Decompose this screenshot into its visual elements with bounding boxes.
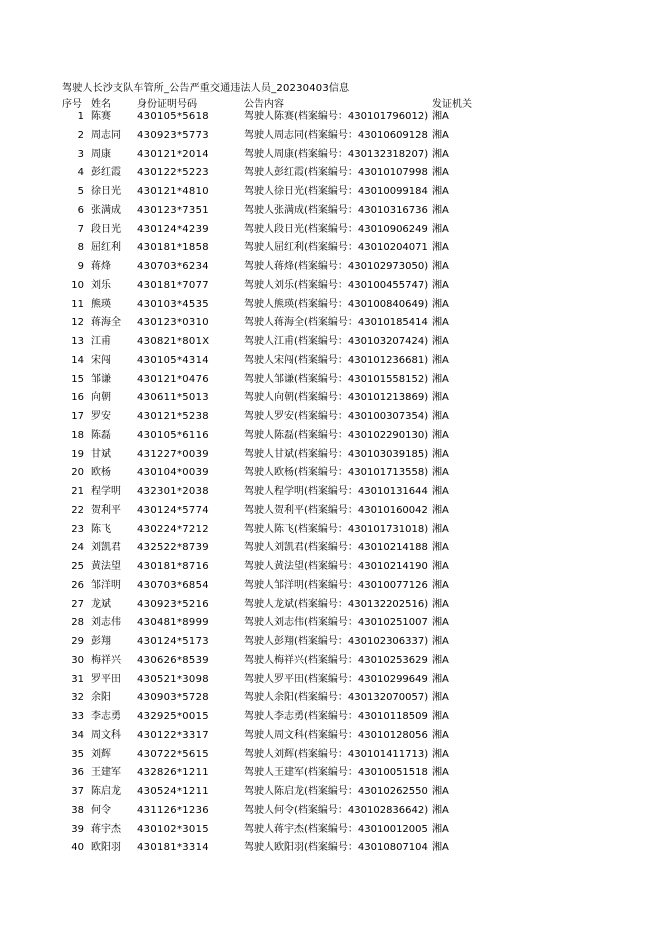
driver-name: 彭红霞 [91, 167, 121, 179]
notice-content: 驾驶人陈飞(档案编号：430101731018) [244, 523, 429, 535]
id-number: 430481*8999 [137, 617, 209, 629]
notice-content: 驾驶人刘凯君(档案编号：43010214188 [244, 542, 428, 554]
notice-content: 驾驶人梅祥兴(档案编号：43010253629 [244, 654, 428, 666]
id-number: 430521*3098 [137, 673, 209, 685]
notice-content: 驾驶人向朝(档案编号：430101213869) [244, 392, 429, 404]
id-number: 430123*7351 [137, 204, 209, 216]
table-row [0, 654, 662, 673]
issuing-authority: 湘A [432, 523, 449, 535]
issuing-authority: 湘A [432, 617, 449, 629]
driver-name: 邹谦 [91, 373, 111, 385]
issuing-authority: 湘A [432, 542, 449, 554]
notice-content: 驾驶人邹洋明(档案编号：43010077126 [244, 579, 428, 591]
driver-name: 欧杨 [91, 467, 111, 479]
driver-name: 向朝 [91, 392, 111, 404]
table-row [0, 204, 662, 223]
driver-name: 王建军 [91, 767, 121, 779]
id-number: 430124*5774 [137, 504, 209, 516]
notice-content: 驾驶人邹谦(档案编号：430101558152) [244, 373, 429, 385]
notice-content: 驾驶人刘辉(档案编号：430101411713) [244, 748, 429, 760]
id-number: 430626*8539 [137, 654, 209, 666]
table-row [0, 598, 662, 617]
row-number: 3 [77, 148, 84, 160]
row-number: 15 [71, 373, 84, 385]
id-number: 431126*1236 [137, 804, 209, 816]
id-number: 430722*5615 [137, 748, 209, 760]
driver-name: 屈红利 [91, 242, 121, 254]
driver-name: 贺利平 [91, 504, 121, 516]
row-number: 25 [71, 561, 84, 572]
notice-content: 驾驶人何令(档案编号：430102836642) [244, 804, 429, 816]
driver-name: 周文科 [91, 729, 121, 741]
table-row [0, 710, 662, 729]
issuing-authority: 湘A [432, 411, 449, 422]
issuing-authority: 湘A [432, 673, 449, 685]
notice-content: 驾驶人徐日光(档案编号：43010099184 [244, 186, 428, 197]
row-number: 30 [71, 654, 84, 666]
row-number: 22 [71, 504, 84, 516]
issuing-authority: 湘A [432, 167, 449, 179]
id-number: 432522*8739 [137, 542, 209, 554]
table-row [0, 410, 662, 429]
issuing-authority: 湘A [432, 298, 449, 310]
notice-content: 驾驶人彭翔(档案编号：430102306337) [244, 636, 429, 647]
table-row [0, 841, 662, 860]
notice-content: 驾驶人屈红利(档案编号：43010204071 [244, 242, 428, 254]
row-number: 16 [71, 392, 84, 404]
row-number: 29 [71, 636, 84, 647]
header-org: 发证机关 [432, 99, 472, 110]
driver-name: 刘辉 [91, 748, 111, 760]
row-number: 37 [71, 786, 84, 797]
id-number: 430121*5238 [137, 411, 209, 422]
driver-name: 段日光 [91, 223, 121, 235]
table-row [0, 691, 662, 710]
issuing-authority: 湘A [432, 204, 449, 216]
id-number: 432925*0015 [137, 711, 209, 722]
row-number: 21 [71, 486, 84, 497]
table-row [0, 335, 662, 354]
driver-name: 黄法望 [91, 561, 121, 572]
notice-content: 驾驶人熊瑛(档案编号：430100840649) [244, 298, 429, 310]
row-number: 33 [71, 711, 84, 722]
driver-name: 李志勇 [91, 711, 121, 722]
issuing-authority: 湘A [432, 579, 449, 591]
issuing-authority: 湘A [432, 111, 449, 122]
table-row [0, 429, 662, 448]
issuing-authority: 湘A [432, 804, 449, 816]
issuing-authority: 湘A [432, 392, 449, 404]
issuing-authority: 湘A [432, 354, 449, 366]
table-row [0, 823, 662, 842]
driver-name: 刘凯君 [91, 542, 121, 554]
id-number: 430105*6116 [137, 429, 209, 441]
table-row [0, 148, 662, 167]
notice-content: 驾驶人周文科(档案编号：43010128056 [244, 729, 428, 741]
id-number: 431227*0039 [137, 448, 209, 460]
issuing-authority: 湘A [432, 598, 449, 610]
issuing-authority: 湘A [432, 186, 449, 197]
driver-name: 蒋宇杰 [91, 823, 121, 835]
id-number: 430524*1211 [137, 786, 209, 797]
notice-content: 驾驶人张满成(档案编号：43010316736 [244, 204, 428, 216]
id-number: 430105*4314 [137, 354, 209, 366]
table-row [0, 373, 662, 392]
notice-content: 驾驶人陈启龙(档案编号：43010262550 [244, 786, 428, 797]
driver-name: 蒋海全 [91, 317, 121, 329]
row-number: 38 [71, 804, 84, 816]
table-row [0, 485, 662, 504]
driver-name: 余阳 [91, 692, 111, 704]
row-number: 23 [71, 523, 84, 535]
issuing-authority: 湘A [432, 129, 449, 141]
row-number: 2 [77, 129, 84, 141]
row-number: 10 [71, 279, 84, 291]
notice-content: 驾驶人宋闯(档案编号：430101236681) [244, 354, 429, 366]
issuing-authority: 湘A [432, 692, 449, 704]
table-row [0, 316, 662, 335]
row-number: 40 [71, 842, 84, 854]
notice-content: 驾驶人欧杨(档案编号：430101713558) [244, 467, 429, 479]
row-number: 32 [71, 692, 84, 704]
row-number: 31 [71, 673, 84, 685]
row-number: 6 [77, 204, 84, 216]
row-number: 5 [77, 186, 84, 197]
issuing-authority: 湘A [432, 336, 449, 347]
row-number: 20 [71, 467, 84, 479]
table-row [0, 466, 662, 485]
row-number: 17 [71, 411, 84, 422]
header-id: 身份证明号码 [137, 99, 197, 110]
notice-content: 驾驶人彭红霞(档案编号：43010107998 [244, 167, 428, 179]
table-row [0, 616, 662, 635]
notice-content: 驾驶人余阳(档案编号：430132070057) [244, 692, 429, 704]
driver-name: 陈赛 [91, 111, 111, 122]
table-row [0, 185, 662, 204]
id-number: 430703*6854 [137, 579, 209, 591]
driver-name: 陈磊 [91, 429, 111, 441]
issuing-authority: 湘A [432, 448, 449, 460]
id-number: 430105*5618 [137, 111, 209, 122]
row-number: 7 [77, 223, 84, 235]
id-number: 430903*5728 [137, 692, 209, 704]
table-row [0, 223, 662, 242]
id-number: 432826*1211 [137, 767, 209, 779]
issuing-authority: 湘A [432, 486, 449, 497]
notice-content: 驾驶人罗安(档案编号：430100307354) [244, 411, 429, 422]
table-row [0, 504, 662, 523]
table-row [0, 804, 662, 823]
issuing-authority: 湘A [432, 561, 449, 572]
table-row [0, 635, 662, 654]
notice-content: 驾驶人贺利平(档案编号：43010160042 [244, 504, 428, 516]
row-number: 9 [77, 261, 84, 272]
driver-name: 陈飞 [91, 523, 111, 535]
id-number: 430104*0039 [137, 467, 209, 479]
id-number: 430121*2014 [137, 148, 209, 160]
table-row [0, 560, 662, 579]
id-number: 432301*2038 [137, 486, 209, 497]
notice-content: 驾驶人陈磊(档案编号：430102290130) [244, 429, 429, 441]
issuing-authority: 湘A [432, 636, 449, 647]
driver-name: 欧阳羽 [91, 842, 121, 854]
table-row [0, 354, 662, 373]
id-number: 430611*5013 [137, 392, 209, 404]
issuing-authority: 湘A [432, 373, 449, 385]
table-row [0, 298, 662, 317]
notice-content: 驾驶人周康(档案编号：430132318207) [244, 148, 429, 160]
issuing-authority: 湘A [432, 279, 449, 291]
driver-name: 徐日光 [91, 186, 121, 197]
id-number: 430181*3314 [137, 842, 209, 854]
row-number: 24 [71, 542, 84, 554]
driver-name: 何令 [91, 804, 111, 816]
table-row [0, 110, 662, 129]
header-no: 序号 [62, 99, 82, 110]
table-row [0, 166, 662, 185]
driver-name: 熊瑛 [91, 298, 111, 310]
id-number: 430122*5223 [137, 167, 209, 179]
driver-name: 陈启龙 [91, 786, 121, 797]
issuing-authority: 湘A [432, 467, 449, 479]
driver-name: 宋闯 [91, 354, 111, 366]
table-row [0, 579, 662, 598]
row-number: 18 [71, 429, 84, 441]
table-row [0, 748, 662, 767]
header-content: 公告内容 [244, 99, 284, 110]
table-row [0, 673, 662, 692]
driver-name: 罗平田 [91, 673, 121, 685]
notice-content: 驾驶人蒋宇杰(档案编号：43010012005 [244, 823, 428, 835]
driver-name: 刘志伟 [91, 617, 121, 629]
table-row [0, 729, 662, 748]
id-number: 430102*3015 [137, 823, 209, 835]
notice-content: 驾驶人王建军(档案编号：43010051518 [244, 767, 428, 779]
issuing-authority: 湘A [432, 242, 449, 254]
id-number: 430821*801X [137, 336, 210, 347]
driver-name: 周康 [91, 148, 111, 160]
table-row [0, 766, 662, 785]
notice-content: 驾驶人欧阳羽(档案编号：43010807104 [244, 842, 428, 854]
issuing-authority: 湘A [432, 711, 449, 722]
row-number: 28 [71, 617, 84, 629]
table-row [0, 541, 662, 560]
id-number: 430121*4810 [137, 186, 209, 197]
id-number: 430121*0476 [137, 373, 209, 385]
table-row [0, 241, 662, 260]
table-row [0, 129, 662, 148]
notice-content: 驾驶人程学明(档案编号：43010131644 [244, 486, 428, 497]
row-number: 11 [71, 298, 84, 310]
header-name: 姓名 [91, 99, 111, 110]
notice-content: 驾驶人龙斌(档案编号：430132202516) [244, 598, 429, 610]
driver-name: 江甫 [91, 336, 111, 347]
notice-content: 驾驶人黄法望(档案编号：43010214190 [244, 561, 428, 572]
table-row [0, 785, 662, 804]
notice-content: 驾驶人蒋烽(档案编号：430102973050) [244, 261, 429, 272]
id-number: 430181*1858 [137, 242, 209, 254]
id-number: 430181*7077 [137, 279, 209, 291]
id-number: 430123*0310 [137, 317, 209, 329]
issuing-authority: 湘A [432, 317, 449, 329]
driver-name: 周志同 [91, 129, 121, 141]
row-number: 13 [71, 336, 84, 347]
id-number: 430703*6234 [137, 261, 209, 272]
driver-name: 甘斌 [91, 448, 111, 460]
issuing-authority: 湘A [432, 729, 449, 741]
table-row [0, 260, 662, 279]
driver-name: 张满成 [91, 204, 121, 216]
driver-name: 梅祥兴 [91, 654, 121, 666]
id-number: 430224*7212 [137, 523, 209, 535]
driver-name: 邹洋明 [91, 579, 121, 591]
notice-content: 驾驶人刘乐(档案编号：430100455747) [244, 279, 429, 291]
sheet-title: 驾驶人长沙支队车管所_公告严重交通违法人员_20230403信息 [62, 83, 350, 94]
row-number: 4 [77, 167, 84, 179]
row-number: 36 [71, 767, 84, 779]
table-row [0, 448, 662, 467]
row-number: 34 [71, 729, 84, 741]
id-number: 430103*4535 [137, 298, 209, 310]
id-number: 430122*3317 [137, 729, 209, 741]
driver-name: 罗安 [91, 411, 111, 422]
row-number: 12 [71, 317, 84, 329]
row-number: 27 [71, 598, 84, 610]
issuing-authority: 湘A [432, 148, 449, 160]
issuing-authority: 湘A [432, 823, 449, 835]
row-number: 8 [77, 242, 84, 254]
issuing-authority: 湘A [432, 504, 449, 516]
notice-content: 驾驶人江甫(档案编号：430103207424) [244, 336, 429, 347]
issuing-authority: 湘A [432, 223, 449, 235]
driver-name: 蒋烽 [91, 261, 111, 272]
table-row [0, 279, 662, 298]
id-number: 430124*5173 [137, 636, 209, 647]
driver-name: 刘乐 [91, 279, 111, 291]
notice-content: 驾驶人李志勇(档案编号：43010118509 [244, 711, 428, 722]
row-number: 14 [71, 354, 84, 366]
issuing-authority: 湘A [432, 429, 449, 441]
table-row [0, 391, 662, 410]
id-number: 430923*5216 [137, 598, 209, 610]
id-number: 430181*8716 [137, 561, 209, 572]
table-row [0, 523, 662, 542]
row-number: 39 [71, 823, 84, 835]
issuing-authority: 湘A [432, 786, 449, 797]
notice-content: 驾驶人蒋海全(档案编号：43010185414 [244, 317, 428, 329]
driver-name: 彭翔 [91, 636, 111, 647]
driver-name: 程学明 [91, 486, 121, 497]
id-number: 430923*5773 [137, 129, 209, 141]
row-number: 26 [71, 579, 84, 591]
issuing-authority: 湘A [432, 654, 449, 666]
issuing-authority: 湘A [432, 842, 449, 854]
row-number: 19 [71, 448, 84, 460]
driver-name: 龙斌 [91, 598, 111, 610]
notice-content: 驾驶人周志同(档案编号：43010609128 [244, 129, 428, 141]
row-number: 35 [71, 748, 84, 760]
notice-content: 驾驶人罗平田(档案编号：43010299649 [244, 673, 428, 685]
issuing-authority: 湘A [432, 261, 449, 272]
id-number: 430124*4239 [137, 223, 209, 235]
notice-content: 驾驶人甘斌(档案编号：430103039185) [244, 448, 429, 460]
issuing-authority: 湘A [432, 748, 449, 760]
notice-content: 驾驶人刘志伟(档案编号：43010251007 [244, 617, 428, 629]
row-number: 1 [77, 111, 84, 122]
notice-content: 驾驶人段日光(档案编号：43010906249 [244, 223, 428, 235]
notice-content: 驾驶人陈赛(档案编号：430101796012) [244, 111, 429, 122]
issuing-authority: 湘A [432, 767, 449, 779]
